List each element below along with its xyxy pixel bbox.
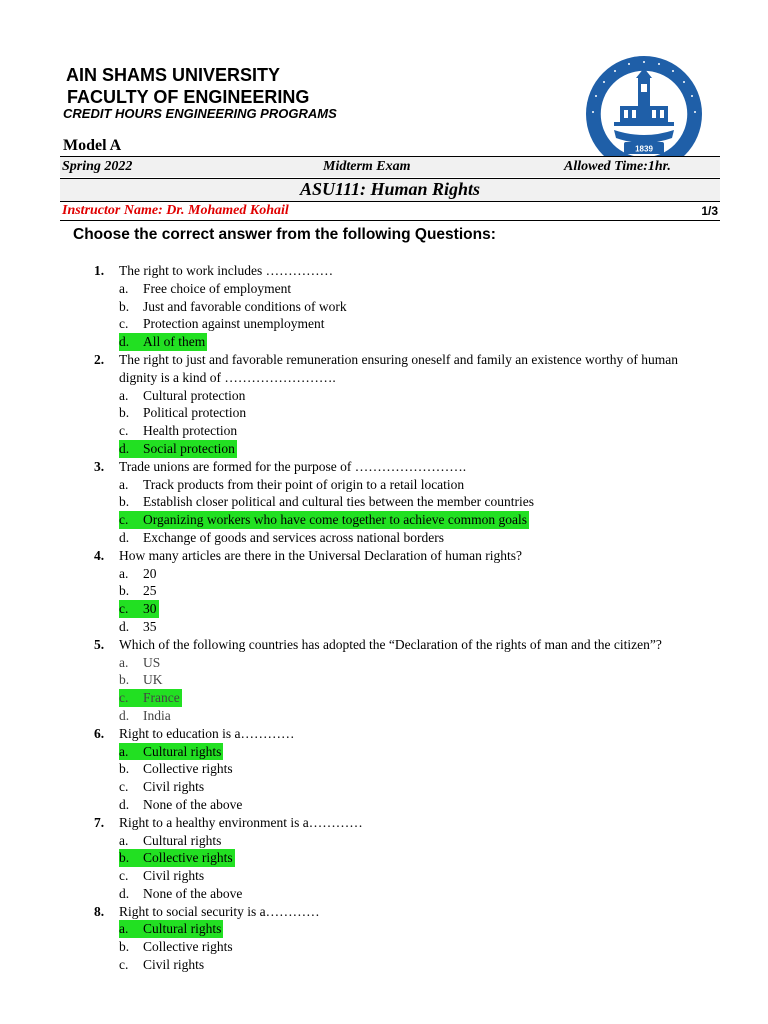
answer-option-correct bbox=[119, 511, 694, 529]
option-content bbox=[119, 672, 163, 688]
option-text: Collective rights bbox=[143, 761, 233, 777]
option-letter: d. bbox=[119, 885, 130, 901]
option-text: Track products from their point of origin to a retail location bbox=[143, 476, 465, 492]
answer-options bbox=[119, 565, 694, 636]
answer-options bbox=[119, 832, 694, 903]
question-number: 4. bbox=[94, 547, 105, 563]
answer-options bbox=[119, 920, 694, 973]
option-letter: b. bbox=[119, 298, 130, 314]
answer-option bbox=[119, 832, 694, 850]
option-text: Organizing workers who have come together to achieve common goals bbox=[143, 512, 528, 528]
course-title: ASU111: Human Rights bbox=[299, 179, 481, 199]
option-letter: c. bbox=[119, 957, 129, 973]
option-text: Social protection bbox=[143, 440, 235, 456]
question-text: The right to work includes …………… bbox=[119, 263, 334, 278]
question-6 bbox=[94, 725, 694, 814]
divider bbox=[60, 220, 720, 221]
divider bbox=[60, 201, 720, 202]
option-content bbox=[119, 939, 233, 955]
question-4 bbox=[94, 547, 694, 636]
option-letter: c. bbox=[119, 423, 129, 439]
answer-option bbox=[119, 387, 694, 405]
option-text: 35 bbox=[143, 618, 157, 634]
option-letter: b. bbox=[119, 583, 130, 599]
option-letter: a. bbox=[119, 565, 129, 581]
answer-option bbox=[119, 315, 694, 333]
option-letter: c. bbox=[119, 316, 129, 332]
option-content bbox=[119, 689, 182, 707]
question-7 bbox=[94, 814, 694, 903]
answer-options bbox=[119, 387, 694, 458]
option-letter: b. bbox=[119, 761, 130, 777]
option-letter: b. bbox=[119, 405, 130, 421]
answer-option bbox=[119, 671, 694, 689]
option-text: US bbox=[143, 654, 161, 670]
option-content bbox=[119, 868, 205, 884]
question-text: How many articles are there in the Universal Declaration of human rights? bbox=[119, 547, 522, 563]
question-number: 3. bbox=[94, 458, 105, 474]
answer-option-correct bbox=[119, 600, 694, 618]
option-text: Cultural rights bbox=[143, 921, 222, 937]
answer-option bbox=[119, 956, 694, 974]
option-letter: a. bbox=[119, 743, 129, 759]
option-content bbox=[119, 298, 347, 314]
question-number: 6. bbox=[94, 725, 105, 741]
option-letter: d. bbox=[119, 707, 130, 723]
option-letter: d. bbox=[119, 440, 130, 456]
option-text: Collective rights bbox=[143, 850, 233, 866]
answer-option bbox=[119, 493, 694, 511]
option-letter: b. bbox=[119, 939, 130, 955]
programs-name: CREDIT HOURS ENGINEERING PROGRAMS bbox=[63, 106, 337, 121]
question-3 bbox=[94, 458, 694, 547]
option-text: Free choice of employment bbox=[143, 280, 292, 296]
answer-option-correct bbox=[119, 743, 694, 761]
semester: Spring 2022 bbox=[62, 159, 133, 174]
question-text: Right to education is a………… bbox=[119, 725, 295, 741]
option-text: Civil rights bbox=[143, 957, 205, 973]
answer-option bbox=[119, 582, 694, 600]
question-1 bbox=[94, 262, 694, 351]
answer-option-correct bbox=[119, 849, 694, 867]
question-2 bbox=[94, 351, 694, 458]
option-text: India bbox=[143, 707, 171, 723]
option-content bbox=[119, 654, 161, 670]
option-letter: d. bbox=[119, 529, 130, 545]
option-letter: a. bbox=[119, 387, 129, 403]
answer-options bbox=[119, 476, 694, 547]
option-text: None of the above bbox=[143, 796, 243, 812]
option-letter: d. bbox=[119, 618, 130, 634]
option-letter: a. bbox=[119, 476, 129, 492]
option-text: Protection against unemployment bbox=[143, 316, 325, 332]
option-content bbox=[119, 476, 465, 492]
option-content bbox=[119, 920, 223, 938]
option-text: Collective rights bbox=[143, 939, 233, 955]
answer-option bbox=[119, 280, 694, 298]
option-letter: c. bbox=[119, 601, 129, 617]
university-header bbox=[66, 64, 309, 108]
option-content bbox=[119, 885, 243, 901]
question-5 bbox=[94, 636, 694, 725]
question-number: 7. bbox=[94, 814, 105, 830]
page-number: 1/3 bbox=[701, 204, 718, 218]
option-letter: a. bbox=[119, 280, 129, 296]
instructions-heading: Choose the correct answer from the following Questions: bbox=[73, 226, 496, 243]
option-letter: b. bbox=[119, 672, 130, 688]
answer-option bbox=[119, 707, 694, 725]
answer-option bbox=[119, 885, 694, 903]
option-text: Civil rights bbox=[143, 868, 205, 884]
answer-option bbox=[119, 938, 694, 956]
exam-type: Midterm Exam bbox=[323, 159, 411, 174]
option-letter: d. bbox=[119, 334, 130, 350]
question-text: Right to social security is a………… bbox=[119, 903, 320, 919]
question-text: Right to a healthy environment is a………… bbox=[119, 814, 363, 830]
faculty-name: FACULTY OF ENGINEERING bbox=[67, 87, 310, 107]
option-text: Civil rights bbox=[143, 779, 205, 795]
answer-options bbox=[119, 743, 694, 814]
option-text: France bbox=[143, 690, 180, 706]
question-number: 5. bbox=[94, 636, 105, 652]
option-text: All of them bbox=[143, 334, 206, 350]
option-content bbox=[119, 316, 325, 332]
answer-option bbox=[119, 422, 694, 440]
logo-year: 1839 bbox=[635, 144, 653, 154]
allowed-time: Allowed Time:1hr. bbox=[564, 159, 671, 174]
option-text: 20 bbox=[143, 565, 157, 581]
option-content bbox=[119, 583, 157, 599]
answer-option bbox=[119, 760, 694, 778]
option-letter: a. bbox=[119, 654, 129, 670]
option-content bbox=[119, 743, 223, 761]
option-content bbox=[119, 387, 246, 403]
option-content bbox=[119, 333, 207, 351]
option-letter: b. bbox=[119, 494, 130, 510]
answer-option bbox=[119, 867, 694, 885]
option-content bbox=[119, 423, 238, 439]
answer-option bbox=[119, 529, 694, 547]
university-name: AIN SHAMS UNIVERSITY bbox=[66, 65, 281, 85]
answer-option bbox=[119, 654, 694, 672]
answer-option bbox=[119, 404, 694, 422]
option-content bbox=[119, 494, 534, 510]
option-content bbox=[119, 832, 222, 848]
question-list bbox=[94, 262, 694, 974]
option-content bbox=[119, 618, 157, 634]
option-letter: c. bbox=[119, 690, 129, 706]
question-text: The right to just and favorable remuneration ensuring oneself and family an existence worthy of human dignity is a kind of ……………………. bbox=[119, 351, 678, 385]
option-text: Cultural protection bbox=[143, 387, 246, 403]
option-text: Establish closer political and cultural ties between the member countries bbox=[143, 494, 534, 510]
question-number: 2. bbox=[94, 351, 105, 367]
question-8 bbox=[94, 903, 694, 974]
question-text: Trade unions are formed for the purpose of ……………………. bbox=[119, 458, 467, 474]
answer-option-correct bbox=[119, 689, 694, 707]
question-number: 1. bbox=[94, 263, 105, 278]
option-text: Political protection bbox=[143, 405, 247, 421]
exam-model: Model A bbox=[63, 137, 122, 154]
option-content bbox=[119, 796, 243, 812]
answer-options bbox=[119, 654, 694, 725]
answer-options bbox=[119, 280, 694, 351]
option-letter: c. bbox=[119, 512, 129, 528]
option-content bbox=[119, 511, 529, 529]
option-text: UK bbox=[143, 672, 163, 688]
answer-option bbox=[119, 476, 694, 494]
option-text: Exchange of goods and services across national borders bbox=[143, 529, 445, 545]
answer-option-correct bbox=[119, 440, 694, 458]
option-content bbox=[119, 779, 205, 795]
option-letter: c. bbox=[119, 868, 129, 884]
answer-option-correct bbox=[119, 920, 694, 938]
answer-option-correct bbox=[119, 333, 694, 351]
question-number: 8. bbox=[94, 903, 105, 919]
option-letter: b. bbox=[119, 850, 130, 866]
option-letter: a. bbox=[119, 921, 129, 937]
option-content bbox=[119, 707, 171, 723]
answer-option bbox=[119, 618, 694, 636]
answer-option bbox=[119, 796, 694, 814]
option-content bbox=[119, 280, 292, 296]
option-content bbox=[119, 957, 205, 973]
option-text: None of the above bbox=[143, 885, 243, 901]
answer-option bbox=[119, 298, 694, 316]
option-content bbox=[119, 600, 159, 618]
option-letter: d. bbox=[119, 796, 130, 812]
option-content bbox=[119, 440, 237, 458]
option-content bbox=[119, 565, 157, 581]
answer-option bbox=[119, 565, 694, 583]
option-content bbox=[119, 849, 235, 867]
option-text: 25 bbox=[143, 583, 157, 599]
instructor-name: Instructor Name: Dr. Mohamed Kohail bbox=[62, 203, 289, 218]
option-letter: c. bbox=[119, 779, 129, 795]
option-text: Cultural rights bbox=[143, 832, 222, 848]
option-content bbox=[119, 405, 247, 421]
option-letter: a. bbox=[119, 832, 129, 848]
option-text: Cultural rights bbox=[143, 743, 222, 759]
option-text: Health protection bbox=[143, 423, 238, 439]
option-content bbox=[119, 761, 233, 777]
question-text: Which of the following countries has adopted the “Declaration of the rights of man and the citizen”? bbox=[119, 636, 662, 652]
answer-option bbox=[119, 778, 694, 796]
option-content bbox=[119, 529, 445, 545]
option-text: Just and favorable conditions of work bbox=[143, 298, 347, 314]
option-text: 30 bbox=[143, 601, 157, 617]
